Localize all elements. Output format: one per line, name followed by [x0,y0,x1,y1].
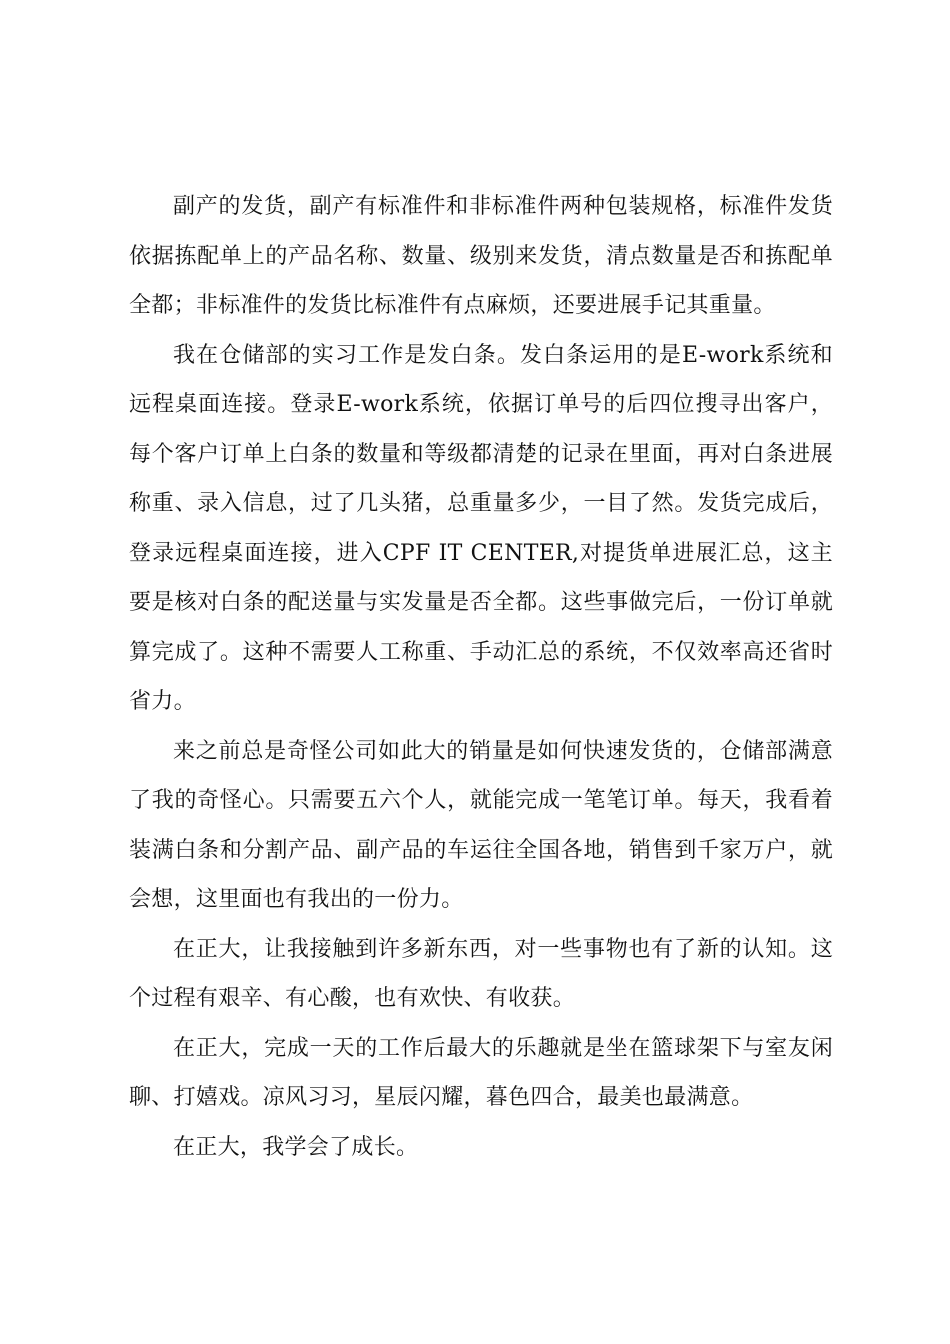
paragraph-growth: 在正大，我学会了成长。 [173,1134,419,1160]
paragraph-by-product-shipping: 副产的发货，副产有标准件和非标准件两种包装规格，标准件发货依据拣配单上的产品名称、数量、级别来发货，清点数量是否和拣配单全都；非标准件的发货比标准件有点麻烦，还要进展手记其重量。 [129,194,833,318]
paragraph-warehouse-curiosity: 来之前总是奇怪公司如此大的销量是如何快速发货的，仓储部满意了我的奇怪心。只需要五六个人，就能完成一笔笔订单。每天，我看着装满白条和分割产品、副产品的车运往全国各地，销售到千家万户，就会想，这里面也有我出的一份力。 [129,738,833,912]
paragraph-evening-leisure: 在正大，完成一天的工作后最大的乐趣就是坐在篮球架下与室友闲聊、打嬉戏。凉风习习，星辰闪耀，暮色四合，最美也最满意。 [129,1035,833,1110]
paragraph-new-knowledge: 在正大，让我接触到许多新东西，对一些事物也有了新的认知。这个过程有艰辛、有心酸，也有欢快、有收获。 [129,936,833,1011]
document-body [129,182,833,1172]
paragraph-internship-work: 我在仓储部的实习工作是发白条。发白条运用的是E-work系统和远程桌面连接。登录E-work系统，依据订单号的后四位搜寻出客户，每个客户订单上白条的数量和等级都清楚的记录在里面，再对白条进展称重、录入信息，过了几头猪，总重量多少，一目了然。发货完成后，登录远程桌面连接，进入CPF IT CENTER,对提货单进展汇总，这主要是核对白条的配送量与实发量是否全都。这些事做完后，一份订单就算完成了。这种不需要人工称重、手动汇总的系统，不仅效率高还省时省力。 [129,342,833,714]
